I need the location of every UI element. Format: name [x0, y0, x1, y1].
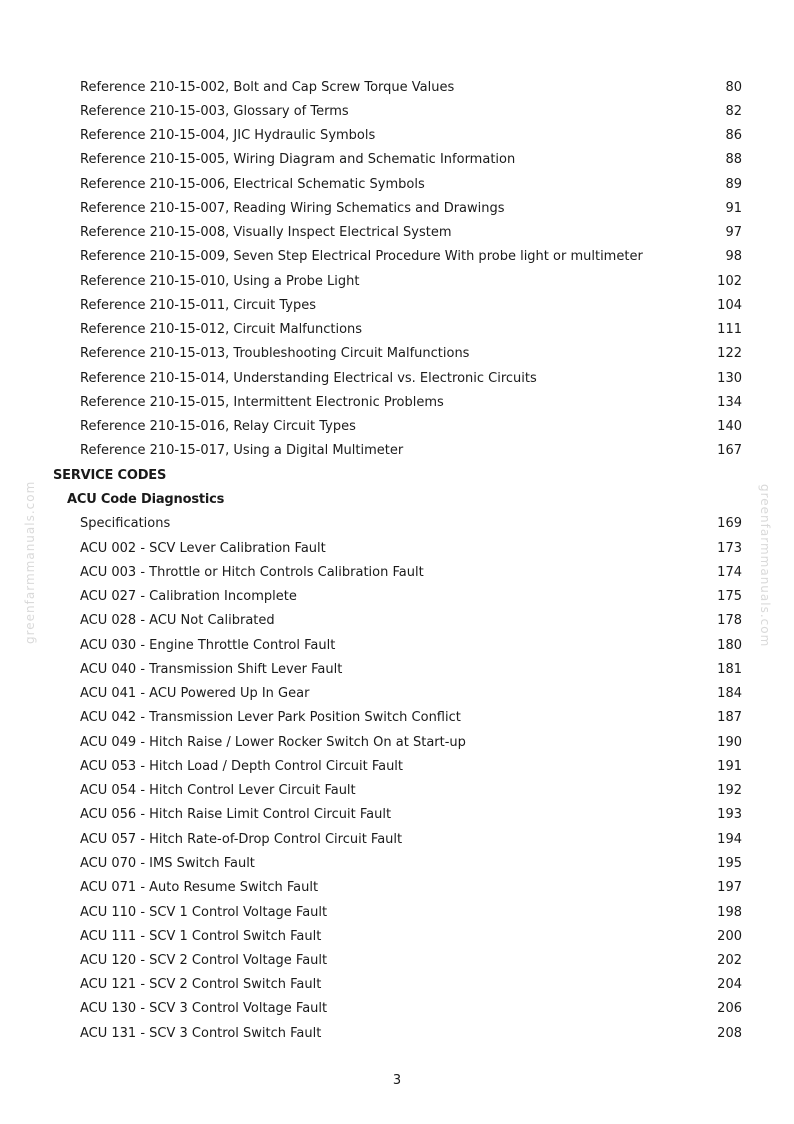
toc-entry-page: 208	[717, 1026, 742, 1041]
toc-entry-label: Reference 210-15-004, JIC Hydraulic Symbols	[80, 128, 376, 143]
toc-entry-page: 167	[717, 443, 742, 458]
toc-entry[interactable]	[80, 999, 742, 1019]
toc-entry[interactable]	[80, 175, 742, 195]
toc-entry-page: 98	[725, 249, 742, 264]
toc-entry-page: 190	[717, 735, 742, 750]
toc-entry[interactable]	[80, 733, 742, 753]
toc-entry-label: ACU 002 - SCV Lever Calibration Fault	[80, 541, 326, 556]
toc-entry-label: Reference 210-15-009, Seven Step Electrical Procedure With probe light or multimeter	[80, 249, 643, 264]
toc-entry-label: ACU 053 - Hitch Load / Depth Control Circuit Fault	[80, 759, 404, 774]
toc-entry[interactable]	[80, 854, 742, 874]
toc-entry-label: Reference 210-15-016, Relay Circuit Types	[80, 419, 356, 434]
toc-entry[interactable]	[80, 320, 742, 340]
toc-entry[interactable]	[80, 660, 742, 680]
toc-entry[interactable]	[80, 78, 742, 98]
toc-entry[interactable]	[80, 369, 742, 389]
toc-entry-label: ACU 041 - ACU Powered Up In Gear	[80, 686, 310, 701]
toc-entry-page: 180	[717, 638, 742, 653]
toc-entry-label: Reference 210-15-011, Circuit Types	[80, 298, 317, 313]
toc-entry-label: Reference 210-15-012, Circuit Malfunctions	[80, 322, 363, 337]
toc-entry-label: ACU 057 - Hitch Rate-of-Drop Control Circuit Fault	[80, 832, 403, 847]
toc-entry-label: Reference 210-15-013, Troubleshooting Circuit Malfunctions	[80, 346, 470, 361]
toc-entry[interactable]	[80, 247, 742, 267]
toc-entry-label: ACU 110 - SCV 1 Control Voltage Fault	[80, 905, 328, 920]
toc-entry-page: 194	[717, 832, 742, 847]
toc-entry-page: 86	[725, 128, 742, 143]
toc-entry-page: 88	[725, 152, 742, 167]
toc-entry-label: Reference 210-15-003, Glossary of Terms	[80, 104, 349, 119]
toc-entry[interactable]	[80, 150, 742, 170]
toc-entry-page: 174	[717, 565, 742, 580]
toc-entry[interactable]	[80, 636, 742, 656]
toc-entry-page: 197	[717, 880, 742, 895]
toc-entry[interactable]	[80, 441, 742, 461]
toc-entry-page: 184	[717, 686, 742, 701]
toc-entry-page: 181	[717, 662, 742, 677]
toc-entry[interactable]	[80, 223, 742, 243]
toc-entry[interactable]	[80, 514, 742, 534]
toc-entry-page: 193	[717, 807, 742, 822]
section-heading[interactable]: SERVICE CODES	[53, 468, 167, 483]
toc-entry-label: Reference 210-15-014, Understanding Electrical vs. Electronic Circuits	[80, 371, 537, 386]
toc-entry-page: 175	[717, 589, 742, 604]
toc-entry[interactable]	[80, 951, 742, 971]
toc-entry-label: Reference 210-15-017, Using a Digital Multimeter	[80, 443, 404, 458]
toc-entry-label: Reference 210-15-015, Intermittent Electronic Problems	[80, 395, 444, 410]
toc-entry-label: ACU 042 - Transmission Lever Park Position Switch Conflict	[80, 710, 461, 725]
watermark-right: greenfarmmanuals.com	[758, 484, 772, 648]
toc-entry-label: ACU 130 - SCV 3 Control Voltage Fault	[80, 1001, 328, 1016]
toc-entry-page: 192	[717, 783, 742, 798]
toc-entry-label: ACU 121 - SCV 2 Control Switch Fault	[80, 977, 322, 992]
toc-entry[interactable]	[80, 757, 742, 777]
toc-entry-page: 140	[717, 419, 742, 434]
toc-entry[interactable]	[80, 903, 742, 923]
toc-entry-label: Reference 210-15-007, Reading Wiring Schematics and Drawings	[80, 201, 505, 216]
toc-entry-label: ACU 070 - IMS Switch Fault	[80, 856, 255, 871]
toc-entry[interactable]	[80, 781, 742, 801]
toc-entry-page: 80	[725, 80, 742, 95]
toc-entry-page: 187	[717, 710, 742, 725]
toc-entry-page: 82	[725, 104, 742, 119]
toc-entry-page: 89	[725, 177, 742, 192]
toc-entry[interactable]	[80, 344, 742, 364]
toc-entry[interactable]	[80, 587, 742, 607]
toc-entry-label: ACU 040 - Transmission Shift Lever Fault	[80, 662, 343, 677]
toc-entry-label: ACU 071 - Auto Resume Switch Fault	[80, 880, 319, 895]
toc-entry-page: 111	[717, 322, 742, 337]
toc-entry[interactable]	[80, 199, 742, 219]
toc-entry-page: 202	[717, 953, 742, 968]
toc-entry-label: ACU 056 - Hitch Raise Limit Control Circuit Fault	[80, 807, 392, 822]
toc-entry-label: ACU 049 - Hitch Raise / Lower Rocker Switch On at Start-up	[80, 735, 466, 750]
toc-entry[interactable]	[80, 878, 742, 898]
toc-entry-label: ACU 054 - Hitch Control Lever Circuit Fault	[80, 783, 356, 798]
toc-entry-label: ACU 131 - SCV 3 Control Switch Fault	[80, 1026, 322, 1041]
toc-entry-label: ACU 120 - SCV 2 Control Voltage Fault	[80, 953, 328, 968]
toc-entry[interactable]	[80, 296, 742, 316]
toc-entry-page: 178	[717, 613, 742, 628]
toc-entry[interactable]	[80, 126, 742, 146]
toc-entry[interactable]	[80, 272, 742, 292]
toc-entry-page: 91	[725, 201, 742, 216]
toc-entry-label: Reference 210-15-010, Using a Probe Light	[80, 274, 360, 289]
toc-entry[interactable]	[80, 684, 742, 704]
toc-entry[interactable]	[80, 708, 742, 728]
toc-entry[interactable]	[80, 563, 742, 583]
subsection-heading[interactable]: ACU Code Diagnostics	[67, 492, 225, 507]
toc-entry-page: 200	[717, 929, 742, 944]
toc-entry-page: 122	[717, 346, 742, 361]
toc-entry-label: Specifications	[80, 516, 171, 531]
toc-entry[interactable]	[80, 1024, 742, 1044]
toc-entry-label: Reference 210-15-005, Wiring Diagram and Schematic Information	[80, 152, 516, 167]
toc-entry-label: Reference 210-15-006, Electrical Schematic Symbols	[80, 177, 425, 192]
toc-entry-page: 130	[717, 371, 742, 386]
toc-entry[interactable]	[80, 805, 742, 825]
watermark-left: greenfarmmanuals.com	[23, 480, 37, 644]
toc-entry[interactable]	[80, 539, 742, 559]
page-number: 3	[392, 1073, 402, 1088]
toc-entry-label: ACU 030 - Engine Throttle Control Fault	[80, 638, 336, 653]
toc-entry-page: 198	[717, 905, 742, 920]
toc-entry[interactable]	[80, 102, 742, 122]
toc-entry-page: 195	[717, 856, 742, 871]
toc-entry-label: ACU 111 - SCV 1 Control Switch Fault	[80, 929, 322, 944]
toc-entry-page: 191	[717, 759, 742, 774]
toc-entry-label: Reference 210-15-008, Visually Inspect Electrical System	[80, 225, 452, 240]
toc-entry-label: ACU 003 - Throttle or Hitch Controls Calibration Fault	[80, 565, 424, 580]
toc-entry-label: ACU 028 - ACU Not Calibrated	[80, 613, 275, 628]
toc-entry[interactable]	[80, 393, 742, 413]
toc-entry-page: 206	[717, 1001, 742, 1016]
toc-entry-page: 169	[717, 516, 742, 531]
toc-entry[interactable]	[80, 927, 742, 947]
toc-entry[interactable]	[80, 975, 742, 995]
toc-entry-label: Reference 210-15-002, Bolt and Cap Screw Torque Values	[80, 80, 455, 95]
toc-entry[interactable]	[80, 611, 742, 631]
toc-entry-page: 134	[717, 395, 742, 410]
toc-entry-page: 102	[717, 274, 742, 289]
toc-entry-page: 97	[725, 225, 742, 240]
toc-entry-page: 173	[717, 541, 742, 556]
toc-entry-label: ACU 027 - Calibration Incomplete	[80, 589, 297, 604]
toc-entry[interactable]	[80, 417, 742, 437]
toc-entry-page: 104	[717, 298, 742, 313]
toc-entry[interactable]	[80, 830, 742, 850]
toc-entry-page: 204	[717, 977, 742, 992]
